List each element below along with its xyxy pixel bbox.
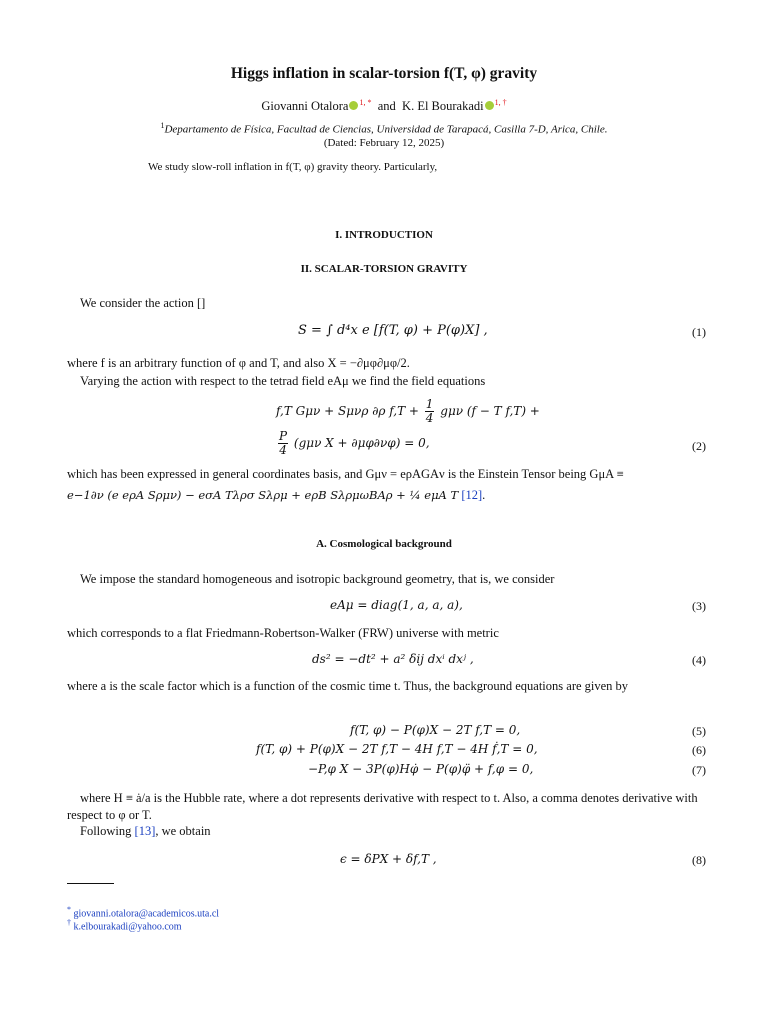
equation-8: ϵ = δPX + δf,T , [340, 852, 437, 866]
equation-number: (5) [692, 724, 706, 738]
equation-number: (2) [692, 439, 706, 453]
fraction: $\frac{P}{4}$ [279, 429, 288, 458]
footnote-2 [67, 918, 182, 934]
equation-2-part: f,T Gμν + Sμνρ ∂ρ f,T + [276, 404, 419, 419]
text: , we obtain [155, 824, 211, 838]
affiliation-mark: 1 [160, 121, 165, 130]
abstract: We study slow-roll inflation in f(T, φ) gravity theory. Particularly, [148, 161, 438, 173]
equation-5: f(T, φ) − P(φ)X − 2T f,T = 0, [350, 723, 521, 737]
equation-3: eAμ = diag(1, a, a, a), [330, 598, 463, 612]
equation-number: (8) [692, 853, 706, 867]
author-2: K. El Bourakadi [402, 99, 484, 114]
citation-link[interactable]: [13] [134, 824, 156, 838]
equation-2-line-2 [276, 430, 430, 457]
footnote-mark: * [67, 905, 71, 914]
equation-number: (6) [692, 743, 706, 757]
subsection-heading-background: A. Cosmological background [316, 538, 452, 550]
equation-2-part: (gμν X + ∂μφ∂νφ) = 0, [293, 436, 430, 451]
paragraph: where a is the scale factor which is a function of the cosmic time t. Thus, the background equations are given by [67, 679, 629, 693]
fraction: $\frac{1}{4}$ [425, 397, 434, 426]
paragraph: which has been expressed in general coordinates basis, and Gμν = eρAGAν is the Einstein Tensor being GμA ≡ [67, 467, 624, 481]
section-heading-scalar-torsion: II. SCALAR-TORSION GRAVITY [300, 263, 468, 275]
equation-number: (4) [692, 653, 706, 667]
date-line: (Dated: February 12, 2025) [323, 137, 445, 149]
paragraph: which corresponds to a flat Friedmann-Robertson-Walker (FRW) universe with metric [67, 626, 499, 640]
paragraph: Varying the action with respect to the tetrad field eAμ we find the field equations [80, 374, 486, 388]
email-link[interactable]: k.elbourakadi@yahoo.com [73, 921, 182, 933]
equation-number: (7) [692, 763, 706, 777]
footnote-divider [67, 883, 114, 884]
equation-number: (1) [692, 325, 706, 339]
equation-6: f(T, φ) + P(φ)X − 2T f,T − 4H f,T − 4H ḟ,T = 0, [256, 742, 538, 756]
equation-4: ds² = −dt² + a² δij dxⁱ dxʲ , [312, 652, 474, 666]
paragraph [67, 823, 707, 840]
orcid-icon[interactable] [349, 101, 358, 110]
affiliation-text: Departamento de Física, Facultad de Ciencias, Universidad de Tarapacá, Casilla 7-D, Arica, Chile. [164, 123, 608, 136]
section-heading-introduction: I. INTRODUCTION [335, 229, 433, 241]
inline-formula: e−1∂ν (e eρA Sρμν) − eσA Tλρσ Sλρμ + eρB SλρμωBAρ + ¼ eμA T [67, 488, 459, 502]
author-line [0, 98, 768, 115]
text: Following [80, 824, 132, 838]
paragraph: where f is an arbitrary function of φ and T, and also X = −∂μφ∂μφ/2. [67, 356, 410, 370]
equation-number: (3) [692, 599, 706, 613]
author-1-marks[interactable]: 1, * [359, 98, 372, 107]
equation-1: S = ∫ d⁴x e [f(T, φ) + P(φ)X] , [298, 323, 488, 338]
author-connector: and [377, 99, 396, 114]
paragraph: where H ≡ ȧ/a is the Hubble rate, where a dot represents derivative with respect to t. Also, a comma denotes derivative with respect to φ or T. [67, 791, 698, 822]
citation-link[interactable]: [12] [461, 488, 483, 502]
equation-2-line-1 [276, 398, 540, 425]
email-link[interactable]: giovanni.otalora@academicos.uta.cl [73, 908, 220, 920]
equation-7: −P,φ X − 3P(φ)Hφ̇ − P(φ)φ̈ + f,φ = 0, [308, 762, 534, 776]
paragraph-formula: e−1∂ν (e eρA Sρμν) − eσA Tλρσ Sλρμ + eρB SλρμωBAρ + ¼ eμA T [12]. [67, 488, 486, 502]
paragraph: We impose the standard homogeneous and isotropic background geometry, that is, we consider [80, 572, 555, 586]
footnote-mark: † [67, 918, 71, 927]
author-1: Giovanni Otalora [261, 99, 349, 114]
author-2-marks[interactable]: 1, † [494, 98, 507, 107]
equation-2-part: gμν (f − T f,T) + [440, 404, 540, 419]
paper-title: Higgs inflation in scalar-torsion f(T, φ) gravity [230, 65, 538, 82]
orcid-icon[interactable] [485, 101, 494, 110]
paragraph: We consider the action [] [80, 296, 206, 310]
